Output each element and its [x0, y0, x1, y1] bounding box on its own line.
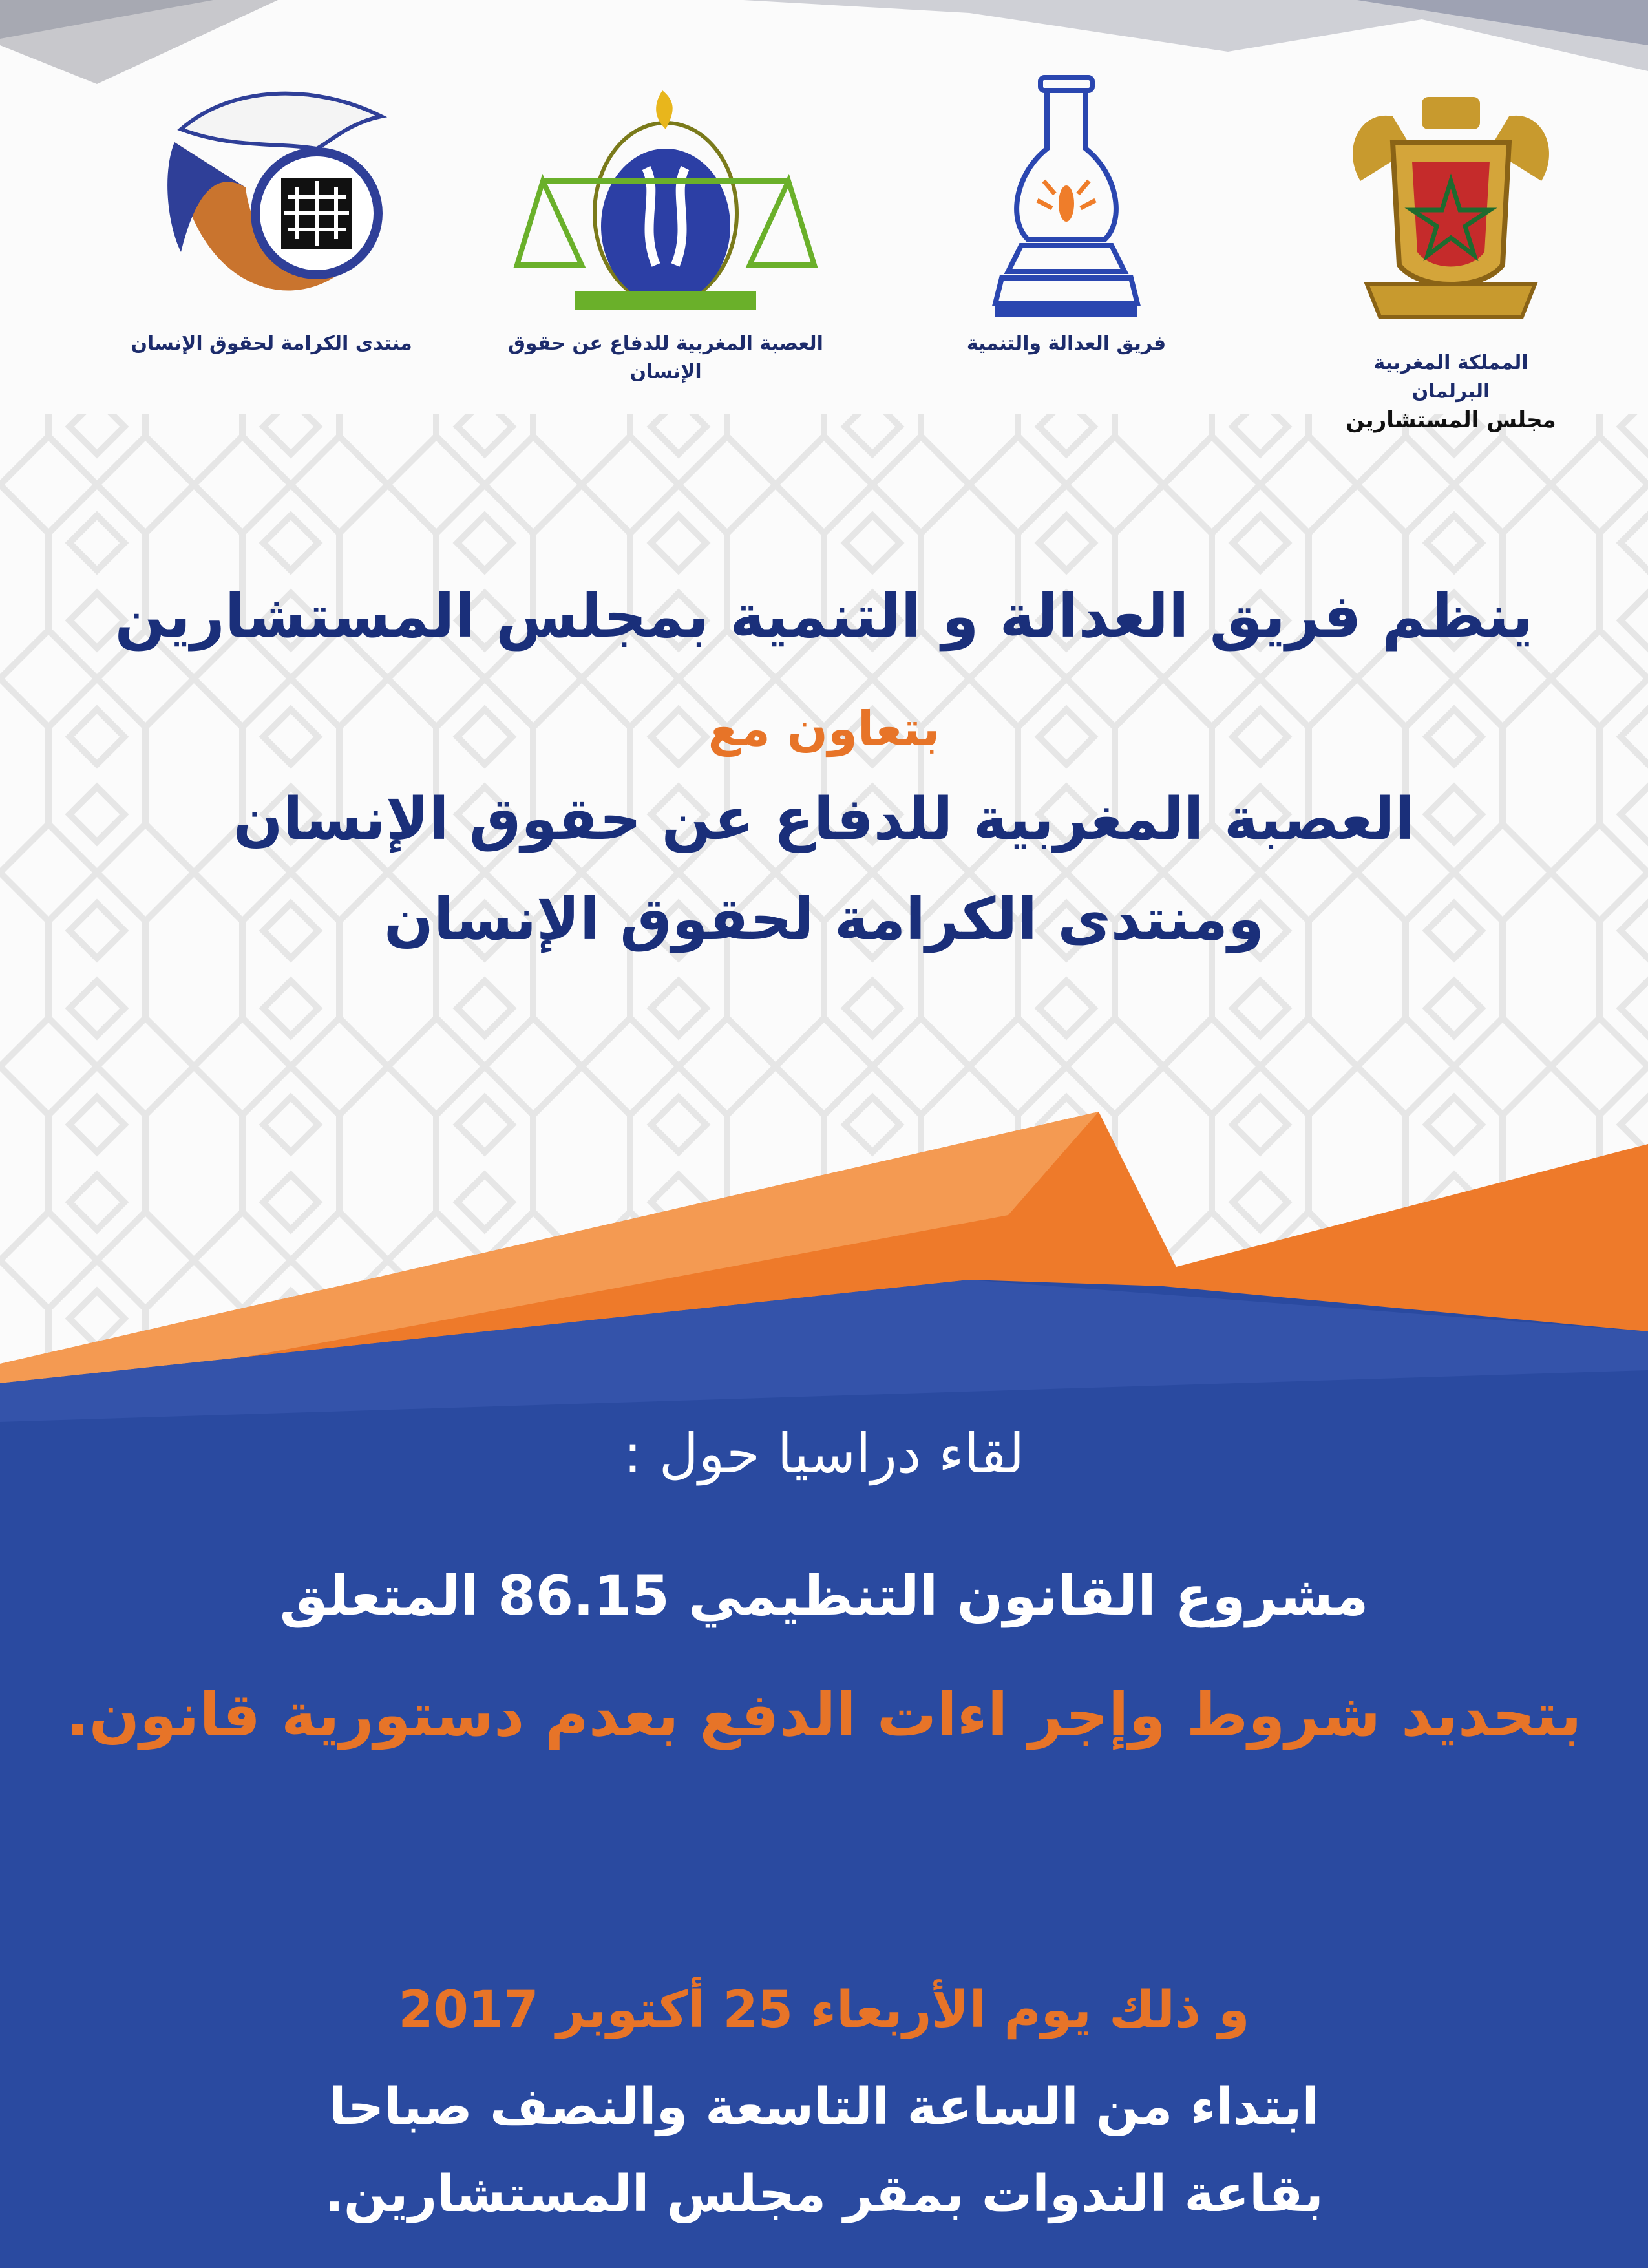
royal-coat-of-arms-icon — [1315, 71, 1587, 343]
league-logo — [504, 71, 827, 401]
bill-line: مشروع القانون التنظيمي 86.15 المتعلق — [279, 1564, 1369, 1627]
cooperation-line: بتعاون مع — [708, 701, 940, 757]
parliament-line3: مجلس المستشارين — [1346, 407, 1556, 433]
organizer-line: ينظم فريق العدالة و التنمية بمجلس المستشارين — [114, 582, 1534, 651]
karama-caption: منتدى الكرامة لحقوق الإنسان — [131, 332, 412, 355]
pjd-logo — [931, 71, 1202, 401]
date-line: و ذلك يوم الأربعاء 25 أكتوبر 2017 — [398, 1981, 1250, 2039]
dove-icon — [136, 71, 407, 343]
time-line: ابتداء من الساعة التاسعة والنصف صباحا — [328, 2078, 1320, 2136]
venue-line: بقاعة الندوات بمقر مجلس المستشارين. — [324, 2165, 1324, 2223]
partner2-line: ومنتدى الكرامة لحقوق الإنسان — [384, 885, 1264, 953]
parliament-line2: البرلمان — [1411, 380, 1490, 403]
subject-line: بتحديد شروط وإجر اءات الدفع بعدم دستورية قانون. — [66, 1680, 1582, 1750]
pjd-caption: فريق العدالة والتنمية — [966, 332, 1167, 355]
league-caption: العصبة المغربية للدفاع عن حقوق الإنسان — [508, 332, 823, 383]
event-type: لقاء دراسيا حول : — [623, 1422, 1025, 1485]
scales-of-justice-icon — [504, 71, 827, 343]
lamp-icon — [931, 71, 1202, 343]
partner1-line: العصبة المغربية للدفاع عن حقوق الإنسان — [233, 785, 1415, 853]
parliament-line1: المملكة المغربية — [1373, 352, 1528, 374]
karama-logo — [131, 71, 412, 401]
parliament-logo — [1315, 71, 1587, 433]
